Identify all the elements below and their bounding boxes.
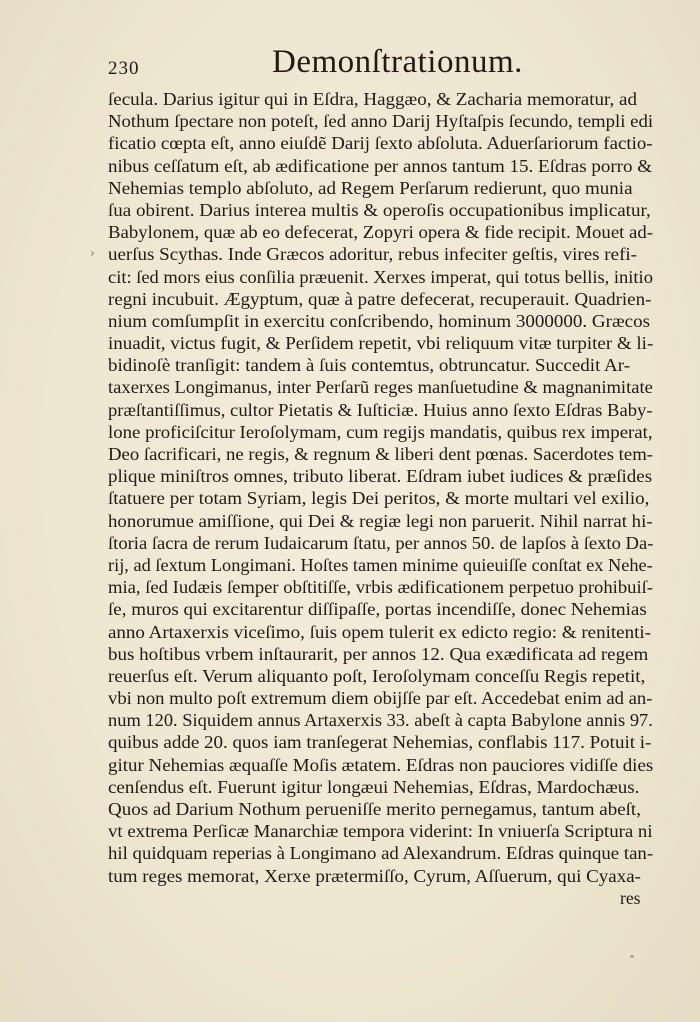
text-line: præſtantiſſimus, cultor Pietatis & Iuſticiæ. Huius anno ſexto Eſdras Baby- <box>108 399 653 420</box>
text-line: cenſendus eſt. Fuerunt igitur longæui Nehemias, Eſdras, Mardochæus. <box>108 776 640 797</box>
text-line: num 120. Siquidem annus Artaxerxis 33. abeſt à capta Babylone annis 97. <box>108 710 653 731</box>
margin-mark: › <box>90 246 95 260</box>
text-line: regni incubuit. Ægyptum, quæ à patre defecerat, recuperauit. Quadrien- <box>108 288 652 309</box>
text-line: Babylonem, quæ ab eo defecerat, Zopyri opera & fide recipit. Mouet ad- <box>108 222 653 243</box>
text-line: vt extrema Perſicæ Manarchiæ tempora viderint: In vniuerſa Scriptura ni <box>108 821 653 842</box>
text-line: ficatio cœpta eſt, anno eiuſdẽ Darij ſexto abſoluta. Aduerſariorum factio- <box>108 133 653 154</box>
text-line: honorumue amiſſione, qui Dei & regiæ legi non paruerit. Nihil narrat hi- <box>108 510 653 531</box>
text-line: ſtatuere per totam Syriam, legis Dei peritos, & morte multari vel exilio, <box>108 488 650 509</box>
text-line: mia, ſed Iudæis ſemper obſtitiſſe, vrbis ædificationem perpetuo prohibuiſ- <box>108 577 653 598</box>
text-line: nium comſumpſit in exercitu conſcribendo, hominum 3000000. Græcos <box>108 310 650 331</box>
page-number: 230 <box>108 58 140 79</box>
paper-speck <box>630 955 634 958</box>
text-line: quibus adde 20. quos iam tranſegerat Nehemias, conflabis 117. Potuit i- <box>108 732 652 753</box>
text-line: uerſus Scythas. Inde Græcos adoritur, rebus infeciter geſtis, vires refi- <box>108 244 638 265</box>
text-line: rij, ad ſextum Longimani. Hoſtes tamen minime quieuiſſe conſtat ex Nehe- <box>108 554 653 575</box>
body-text <box>108 88 653 887</box>
catchword: res <box>620 888 641 908</box>
page-header <box>108 42 608 82</box>
text-line: ſecula. Darius igitur qui in Eſdra, Haggæo, & Zacharia memoratur, ad <box>108 89 637 109</box>
text-line: tum reges memorat, Xerxe prætermiſſo, Cyrum, Aſſuerum, qui Cyaxa- <box>108 865 641 886</box>
text-line: Quos ad Darium Nothum perueniſſe merito pernegamus, tantum abeſt, <box>108 799 641 819</box>
text-line: bidinoſè tranſigit: tandem à ſuis contemtus, obtruncatur. Succedit Ar- <box>108 355 631 376</box>
text-line: Nothum ſpectare non poteſt, ſed anno Darij Hyſtaſpis ſecundo, templi edi <box>108 111 653 132</box>
text-line: plique miniſtros omnes, tributo liberat. Eſdram iubet iudices & præſides <box>108 466 653 487</box>
text-line: nibus ceſſatum eſt, ab ædificatione per annos tantum 15. Eſdras porro & <box>108 155 653 176</box>
running-head: Demonſtrationum. <box>272 44 523 80</box>
text-line: ſtoria ſacra de rerum Iudaicarum ſtatu, per annos 50. de lapſos à ſexto Da- <box>108 532 653 553</box>
text-line: Deo ſacrificari, ne regis, & regnum & liberi dent pœnas. Sacerdotes tem- <box>108 444 653 464</box>
text-line: ſe, muros qui excitarentur diſſipaſſe, portas incendiſſe, donec Nehemias <box>108 599 647 620</box>
text-line: reuerſus eſt. Verum aliquanto poſt, Ieroſolymam conceſſu Regis repetit, <box>108 665 646 686</box>
text-line: anno Artaxerxis viceſimo, ſuis opem tulerit ex edicto regio: & renitenti- <box>108 621 651 642</box>
text-line: bus hoſtibus vrbem inſtaurarit, per annos 12. Qua exædificata ad regem <box>108 643 649 664</box>
text-line: vbi non multo poſt extremum diem obijſſe par eſt. Accedebat enim ad an- <box>108 688 653 709</box>
text-line: taxerxes Longimanus, inter Perſarũ reges manſuetudine & magnanimitate <box>108 377 653 398</box>
text-line: inuadit, victus fugit, & Perſidem repetit, vbi reliquum vitæ turpiter & li- <box>108 333 653 354</box>
text-line: cit: ſed mors eius conſilia præuenit. Xerxes imperat, qui totus bellis, initio <box>108 266 653 287</box>
text-line: lone proficiſcitur Ieroſolymam, cum regijs mandatis, quibus rex imperat, <box>108 421 653 442</box>
text-line: gitur Nehemias æquaſſe Moſis ætatem. Eſdras non pauciores vidiſſe dies <box>108 754 653 775</box>
text-line: ſua obirent. Darius interea multis & operoſis occupationibus implicatur, <box>108 199 651 220</box>
text-line: Nehemias templo abſoluto, ad Regem Perſarum redierunt, quo munia <box>108 177 633 198</box>
text-line: hil quidquam reperias à Longimano ad Alexandrum. Eſdras quinque tan- <box>108 843 653 864</box>
